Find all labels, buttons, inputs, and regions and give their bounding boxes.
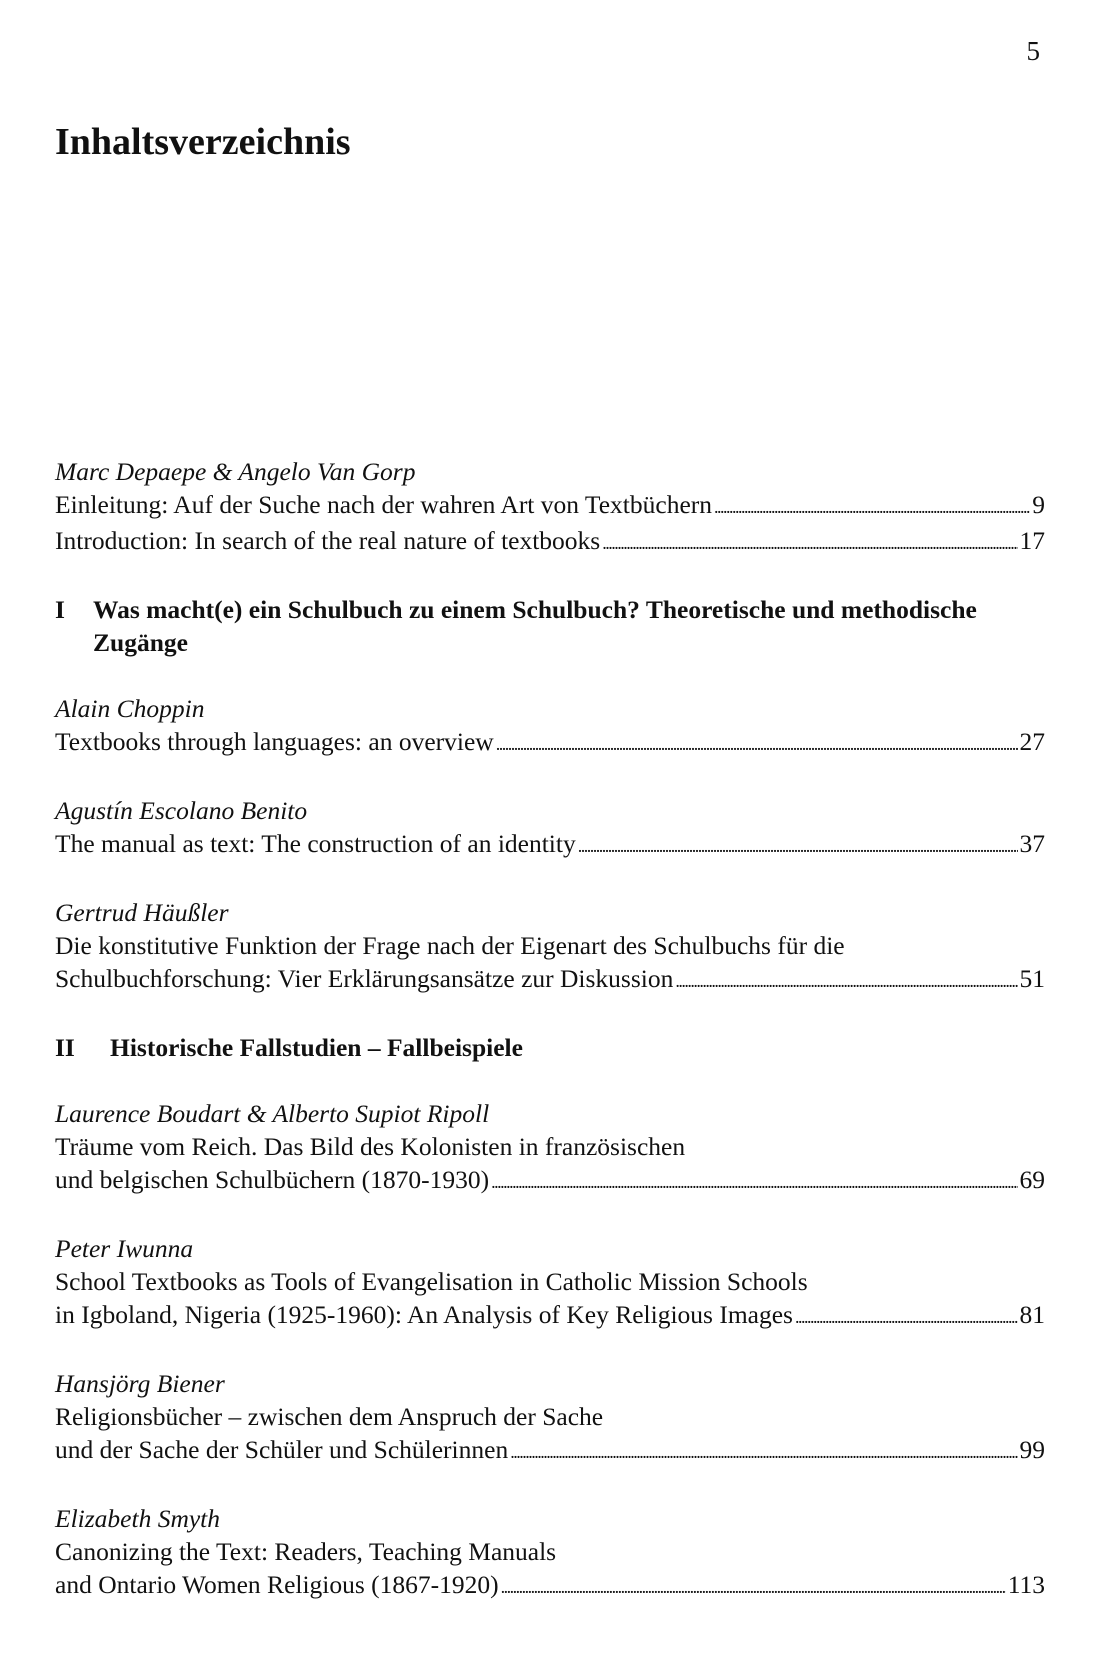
toc-row	[55, 1163, 1045, 1199]
dot-leader	[714, 491, 1030, 524]
toc-entry-intro	[55, 455, 1045, 560]
entry-author: Laurence Boudart & Alberto Supiot Ripoll	[55, 1099, 490, 1128]
page-title: Inhaltsverzeichnis	[55, 121, 351, 163]
entry-page-number: 69	[1019, 1165, 1045, 1194]
section-title: Historische Fallstudien – Fallbeispiele	[110, 1033, 523, 1062]
entry-title-line: Die konstitutive Funktion der Frage nach der Eigenart des Schulbuchs für die	[55, 931, 845, 960]
dot-leader	[496, 728, 1018, 761]
entry-title: Schulbuchforschung: Vier Erklärungsansätze zur Diskussion	[55, 964, 674, 993]
dot-leader	[510, 1436, 1017, 1469]
toc-entry	[55, 1367, 1045, 1469]
entry-title: und belgischen Schulbüchern (1870-1930)	[55, 1165, 490, 1194]
section-title: Was macht(e) ein Schulbuch zu einem Schulbuch? Theoretische und methodische Zugänge	[93, 595, 977, 657]
toc-entry	[55, 794, 1045, 863]
entry-title: Textbooks through languages: an overview	[55, 727, 494, 756]
toc-row	[55, 524, 1045, 560]
entry-author: Gertrud Häußler	[55, 898, 229, 927]
dot-leader	[602, 527, 1017, 560]
entry-title-line: Religionsbücher – zwischen dem Anspruch der Sache	[55, 1402, 604, 1431]
entry-author: Elizabeth Smyth	[55, 1504, 221, 1533]
toc-entry	[55, 1232, 1045, 1334]
entry-page-number: 9	[1032, 490, 1045, 519]
toc-entry	[55, 896, 1045, 998]
entry-page-number: 37	[1019, 829, 1045, 858]
entry-title: and Ontario Women Religious (1867-1920)	[55, 1570, 499, 1599]
toc-entry	[55, 692, 1045, 761]
section-number: II	[55, 1033, 75, 1062]
toc-entry	[55, 1097, 1045, 1199]
toc-row	[55, 827, 1045, 863]
dot-leader	[675, 965, 1017, 998]
entry-author: Agustín Escolano Benito	[55, 796, 308, 825]
entry-title: Introduction: In search of the real nature of textbooks	[55, 526, 601, 555]
entry-page-number: 113	[1007, 1570, 1045, 1599]
entry-page-number: 81	[1019, 1300, 1045, 1329]
entry-author: Hansjörg Biener	[55, 1369, 225, 1398]
toc-entry	[55, 1502, 1045, 1604]
entry-title-line: Canonizing the Text: Readers, Teaching Manuals	[55, 1537, 557, 1566]
section-number: I	[55, 595, 65, 624]
section-heading-1	[55, 593, 1045, 659]
toc-row	[55, 725, 1045, 761]
entry-title-line: Träume vom Reich. Das Bild des Kolonisten in französischen	[55, 1132, 686, 1161]
dot-leader	[795, 1301, 1018, 1334]
dot-leader	[501, 1571, 1006, 1604]
entry-page-number: 51	[1019, 964, 1045, 993]
toc-row	[55, 1433, 1045, 1469]
toc-row	[55, 488, 1045, 524]
dot-leader	[578, 830, 1018, 863]
toc-row	[55, 962, 1045, 998]
entry-page-number: 99	[1019, 1435, 1045, 1464]
entry-page-number: 27	[1019, 727, 1045, 756]
entry-title: The manual as text: The construction of an identity	[55, 829, 576, 858]
entry-author: Marc Depaepe & Angelo Van Gorp	[55, 457, 416, 486]
page-number: 5	[1026, 36, 1040, 66]
entry-title: und der Sache der Schüler und Schülerinnen	[55, 1435, 509, 1464]
entry-author: Peter Iwunna	[55, 1234, 194, 1263]
entry-page-number: 17	[1019, 526, 1045, 555]
table-of-contents	[55, 455, 1045, 1637]
section-heading-2	[55, 1031, 1045, 1064]
entry-author: Alain Choppin	[55, 694, 205, 723]
toc-row	[55, 1298, 1045, 1334]
dot-leader	[491, 1166, 1017, 1199]
entry-title: in Igboland, Nigeria (1925-1960): An Analysis of Key Religious Images	[55, 1300, 793, 1329]
entry-title: Einleitung: Auf der Suche nach der wahren Art von Textbüchern	[55, 490, 713, 519]
toc-row	[55, 1568, 1045, 1604]
entry-title-line: School Textbooks as Tools of Evangelisation in Catholic Mission Schools	[55, 1267, 808, 1296]
